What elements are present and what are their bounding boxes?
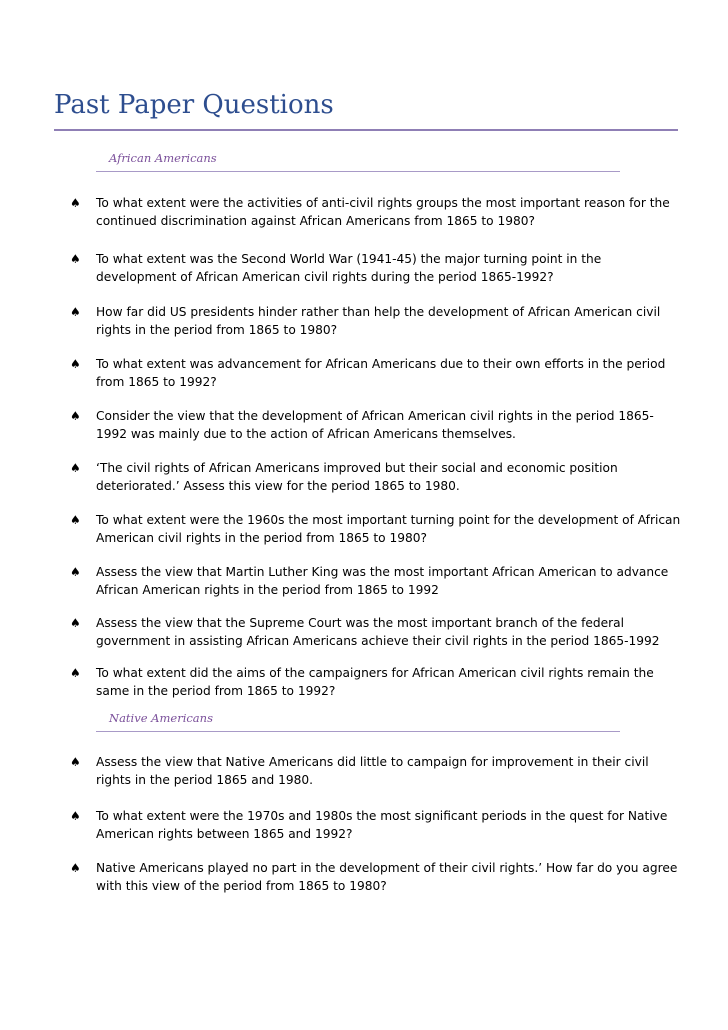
question-text: To what extent did the aims of the campaigners for African American civil rights remain the same in the period from 1865 to 1992? [96,666,654,698]
question-text: How far did US presidents hinder rather than help the development of African American civil rights in the period from 1865 to 1980? [96,305,661,337]
question-text: Assess the view that Martin Luther King was the most important African American to advance African American rights in the period from 1865 to 1992 [96,565,669,597]
spade-icon: ♠ [70,252,81,266]
spade-icon: ♠ [70,461,81,475]
page-title: Past Paper Questions [54,90,334,120]
section-divider [96,171,620,172]
question-text: Native Americans played no part in the development of their civil rights.’ How far do you agree with this view of the period from 1865 to 1980? [96,861,678,893]
spade-icon: ♠ [70,409,81,423]
question-text: Assess the view that Native Americans did little to campaign for improvement in their civil rights in the period 1865 and 1980. [96,755,649,787]
title-divider [54,129,678,131]
question-text: Consider the view that the development of African American civil rights in the period 1865-1992 was mainly due to the action of African Americans themselves. [96,409,654,441]
spade-icon: ♠ [70,616,81,630]
spade-icon: ♠ [70,513,81,527]
question-text: To what extent were the 1970s and 1980s the most significant periods in the quest for Native American rights between 1865 and 1992? [96,809,668,841]
spade-icon: ♠ [70,357,81,371]
spade-icon: ♠ [70,809,81,823]
spade-icon: ♠ [70,755,81,769]
spade-icon: ♠ [70,861,81,875]
spade-icon: ♠ [70,666,81,680]
section-heading-native-americans: Native Americans [109,711,213,725]
question-text: To what extent were the activities of anti-civil rights groups the most important reason for the continued discrimination against African Americans from 1865 to 1980? [96,196,670,228]
spade-icon: ♠ [70,305,81,319]
question-text: To what extent was advancement for African Americans due to their own efforts in the period from 1865 to 1992? [96,357,666,389]
section-divider [96,731,620,732]
spade-icon: ♠ [70,565,81,579]
question-text: Assess the view that the Supreme Court was the most important branch of the federal government in assisting African Americans achieve their civil rights in the period 1865-1992 [96,616,660,648]
question-text: To what extent was the Second World War (1941-45) the major turning point in the development of African American civil rights during the period 1865-1992? [96,252,602,284]
spade-icon: ♠ [70,196,81,210]
section-heading-african-americans: African Americans [109,151,217,165]
question-text: To what extent were the 1960s the most important turning point for the development of African American civil rights in the period from 1865 to 1980? [96,513,681,545]
question-text: ‘The civil rights of African Americans improved but their social and economic position deteriorated.’ Assess this view for the period 1865 to 1980. [96,461,618,493]
